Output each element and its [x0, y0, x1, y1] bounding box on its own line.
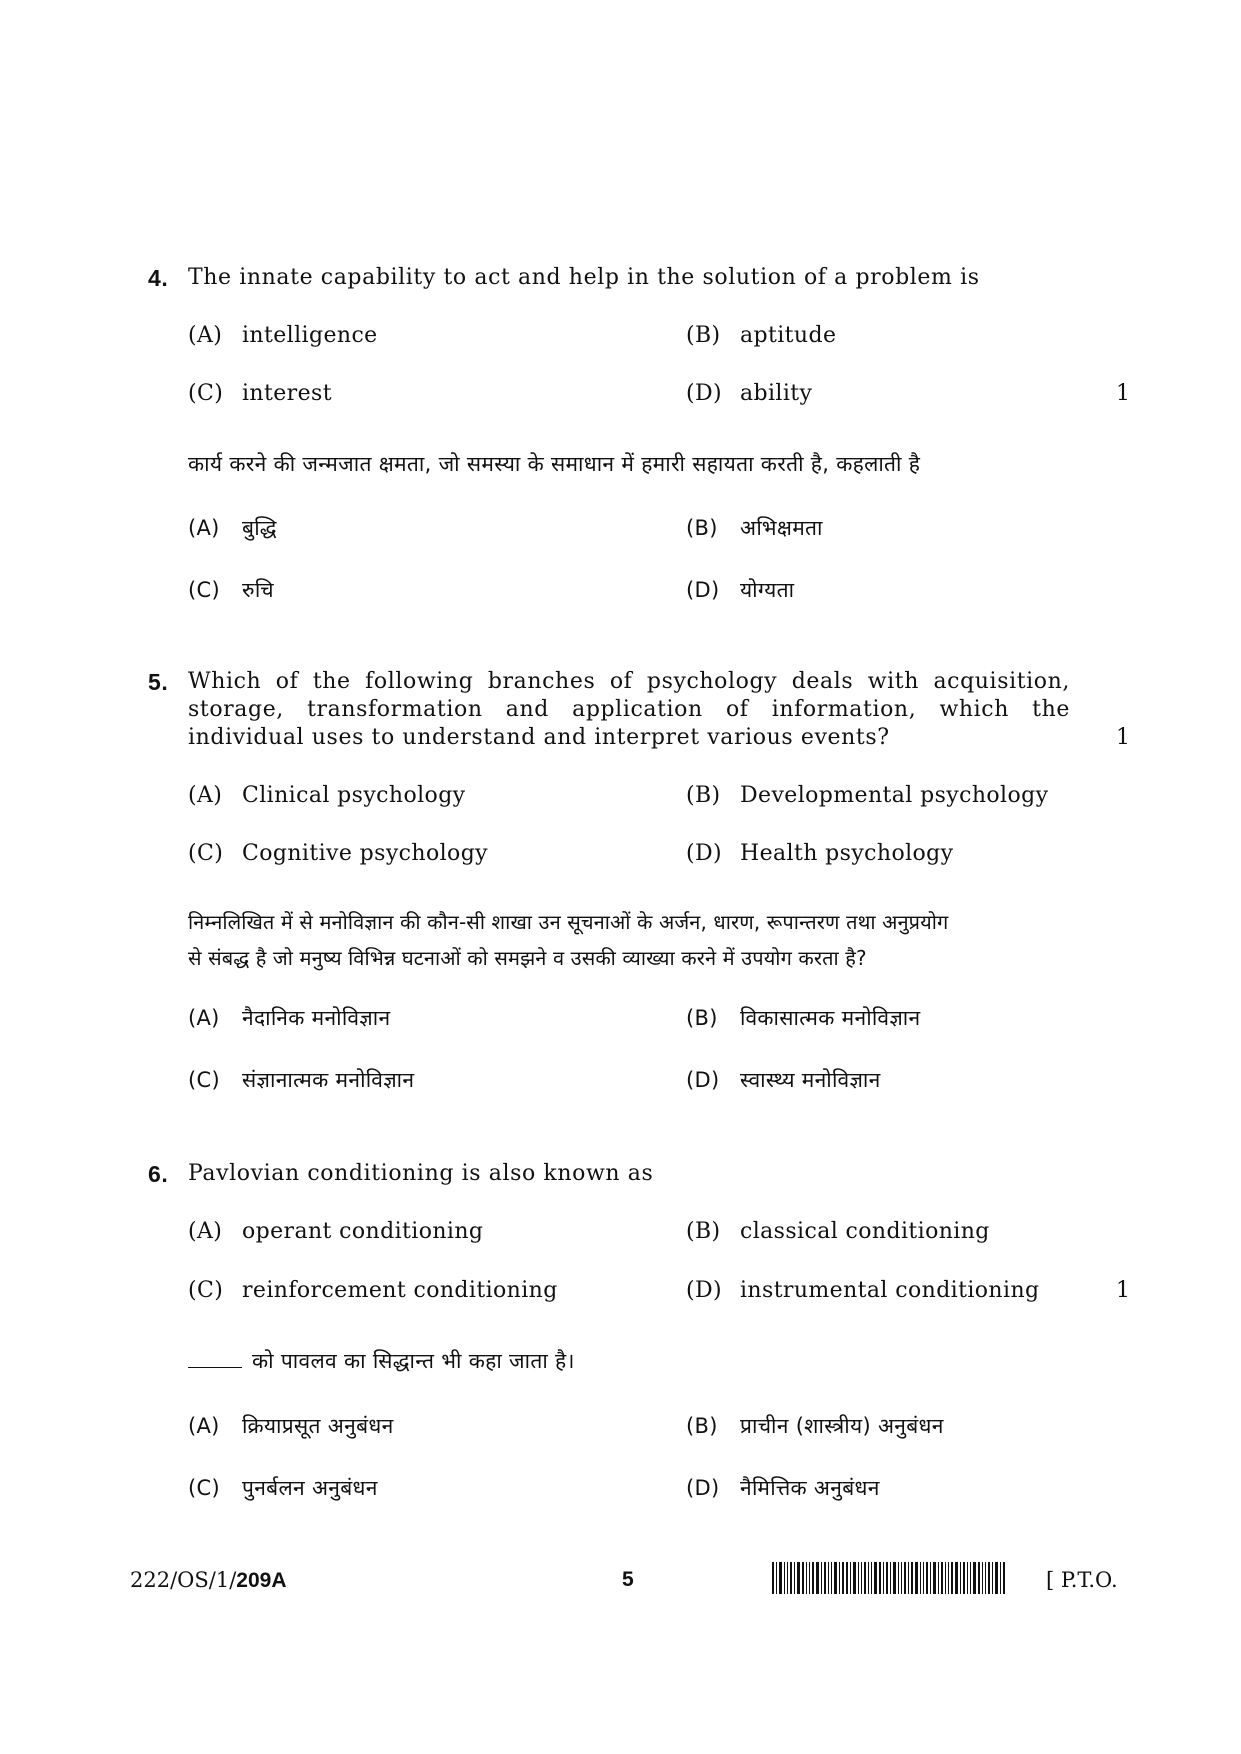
fill-in-blank: [188, 1367, 242, 1368]
q4-option-d: (D) ability: [686, 381, 813, 406]
q5-option-b: (B) Developmental psychology: [686, 783, 1049, 808]
q5-hindi-option-a: (A) नैदानिक मनोविज्ञान: [188, 1006, 391, 1030]
q6-marks: 1: [1116, 1278, 1131, 1303]
q4-hindi-option-c: (C) रुचि: [188, 578, 274, 602]
question-6: [148, 1160, 1126, 1188]
question-number: 5.: [148, 669, 169, 695]
q6-hindi-option-a: (A) क्रियाप्रसूत अनुबंधन: [188, 1414, 394, 1438]
q5-hindi-option-d: (D) स्वास्थ्य मनोविज्ञान: [686, 1068, 881, 1092]
q5-option-c: (C) Cognitive psychology: [188, 841, 489, 866]
q6-hindi-option-d: (D) नैमित्तिक अनुबंधन: [686, 1476, 880, 1500]
question-5-stem-line-2: storage, transformation and application of information, which the: [188, 697, 1070, 722]
q5-option-d: (D) Health psychology: [686, 841, 954, 866]
q4-marks: 1: [1116, 381, 1131, 406]
q6-option-d: (D) instrumental conditioning: [686, 1278, 1040, 1303]
q5-option-a: (A) Clinical psychology: [188, 783, 466, 808]
question-number: 6.: [148, 1161, 169, 1187]
q5-hindi-option-b: (B) विकासात्मक मनोविज्ञान: [686, 1006, 921, 1030]
q6-option-b: (B) classical conditioning: [686, 1219, 990, 1244]
paper-code: 222/OS/1/209A: [130, 1568, 287, 1592]
question-text: Pavlovian conditioning is also known as: [188, 1161, 654, 1186]
q6-hindi-stem: को पावलव का सिद्धान्त भी कहा जाता है।: [188, 1343, 1068, 1379]
q4-hindi-stem: कार्य करने की जन्मजात क्षमता, जो समस्या के समाधान में हमारी सहायता करती है, कहलाती है: [188, 452, 921, 476]
page-number: 5: [622, 1568, 634, 1591]
question-4: [148, 264, 1126, 292]
question-4-stem: [148, 264, 1126, 292]
q6-hindi-option-c: (C) पुनर्बलन अनुबंधन: [188, 1476, 378, 1500]
q4-hindi-option-b: (B) अभिक्षमता: [686, 516, 823, 540]
q4-hindi-option-a: (A) बुद्धि: [188, 516, 277, 540]
q4-option-c: (C) interest: [188, 381, 332, 406]
question-6-stem: [148, 1160, 1126, 1188]
q5-marks: 1: [1116, 725, 1131, 750]
q4-option-b: (B) aptitude: [686, 323, 837, 348]
question-5: [148, 668, 1070, 752]
question-text: The innate capability to act and help in the solution of a problem is: [188, 265, 980, 290]
q5-hindi-option-c: (C) संज्ञानात्मक मनोविज्ञान: [188, 1068, 415, 1092]
q4-option-a: (A) intelligence: [188, 323, 378, 348]
q6-hindi-option-b: (B) प्राचीन (शास्त्रीय) अनुबंधन: [686, 1414, 944, 1438]
q6-option-a: (A) operant conditioning: [188, 1219, 484, 1244]
question-5-stem-line-3: individual uses to understand and interpret various events?: [188, 725, 890, 750]
q4-hindi-option-d: (D) योग्यता: [686, 578, 795, 602]
q5-hindi-stem-line-1: निम्नलिखित में से मनोविज्ञान की कौन-सी शाखा उन सूचनाओं के अर्जन, धारण, रूपान्तरण तथा अनुप्रयोग: [188, 910, 949, 934]
question-5-stem-line-1: 5. Which of the following branches of psychology deals with acquisition,: [148, 669, 1070, 695]
q5-hindi-stem-line-2: से संबद्ध है जो मनुष्य विभिन्न घटनाओं को समझने व उसकी व्याख्या करने में उपयोग करता है?: [188, 946, 867, 970]
question-number: 4.: [148, 265, 169, 291]
pto-label: [ P.T.O.: [1046, 1568, 1118, 1592]
barcode-image: [772, 1562, 1032, 1594]
q6-option-c: (C) reinforcement conditioning: [188, 1278, 558, 1303]
